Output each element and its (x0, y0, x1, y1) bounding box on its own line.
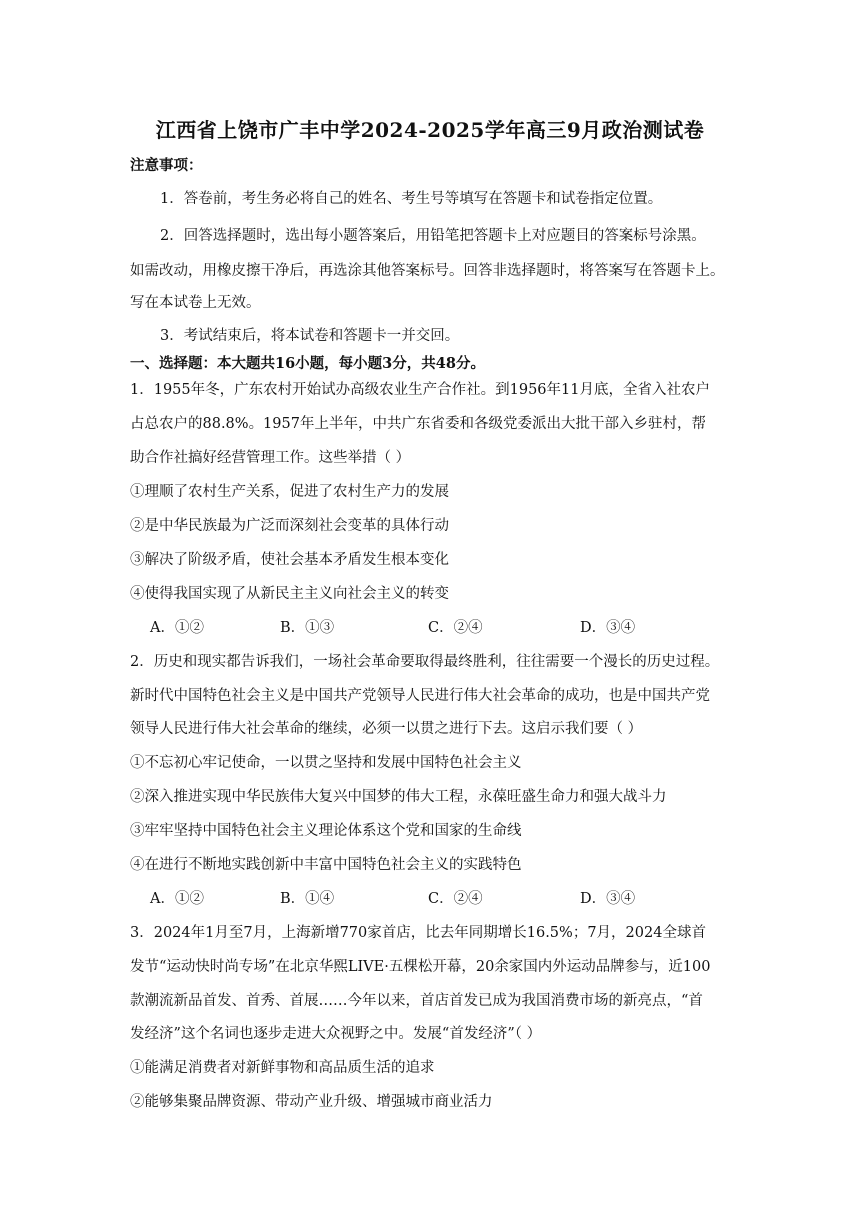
q1-stem-line-3: 助合作社搞好经营管理工作。这些举措（ ） (130, 450, 411, 466)
notice-item-3: 3．考试结束后，将本试卷和答题卡一并交回。 (160, 328, 460, 344)
q3-statement-1: ①能满足消费者对新鲜事物和高品质生活的追求 (130, 1060, 435, 1076)
q2-stem-line-1: 2．历史和现实都告诉我们，一场社会革命要取得最终胜利，往往需要一个漫长的历史过程。 (130, 654, 720, 670)
q3-stem-line-2: 发节“运动快时尚专场”在北京华熙LIVE·五棵松开幕，20余家国内外运动品牌参与，近100 (130, 959, 711, 975)
q1-statement-2: ②是中华民族最为广泛而深刻社会变革的具体行动 (130, 518, 449, 534)
q2-statement-2: ②深入推进实现中华民族伟大复兴中国梦的伟大工程，永葆旺盛生命力和强大战斗力 (130, 789, 667, 805)
q1-statement-1: ①理顺了农村生产关系，促进了农村生产力的发展 (130, 484, 449, 500)
q3-statement-2: ②能够集聚品牌资源、带动产业升级、增强城市商业活力 (130, 1094, 493, 1110)
q3-stem-line-1: 3．2024年1月至7月，上海新增770家首店，比去年同期增长16.5%；7月，2024全球首 (130, 925, 706, 941)
q2-option-c: C．②④ (428, 891, 483, 907)
q1-option-a: A．①② (150, 620, 204, 636)
exam-title: 江西省上饶市广丰中学2024-2025学年高三9月政治测试卷 (155, 118, 705, 142)
q2-statement-3: ③牢牢坚持中国特色社会主义理论体系这个党和国家的生命线 (130, 823, 522, 839)
notice-item-2-line-1: 2．回答选择题时，选出每小题答案后，用铅笔把答题卡上对应题目的答案标号涂黑。 (160, 228, 706, 244)
q2-option-d: D．③④ (580, 891, 636, 907)
q1-statement-4: ④使得我国实现了从新民主主义向社会主义的转变 (130, 586, 449, 602)
q1-stem-line-2: 占总农户的88.8%。1957年上半年，中共广东省委和各级党委派出大批干部入乡驻村，帮 (130, 416, 706, 432)
q2-option-a: A．①② (150, 891, 204, 907)
q1-option-d: D．③④ (580, 620, 636, 636)
q2-stem-line-2: 新时代中国特色社会主义是中国共产党领导人民进行伟大社会革命的成功，也是中国共产党 (130, 688, 710, 704)
q1-option-c: C．②④ (428, 620, 483, 636)
q2-option-b: B．①④ (280, 891, 335, 907)
section-heading: 一、选择题：本大题共16小题，每小题3分，共48分。 (130, 355, 485, 372)
notice-item-2-line-3: 写在本试卷上无效。 (130, 295, 261, 311)
q3-stem-line-4: 发经济”这个名词也逐步走进大众视野之中。发展“首发经济”（ ） (130, 1026, 542, 1042)
q3-stem-line-3: 款潮流新品首发、首秀、首展……今年以来，首店首发已成为我国消费市场的新亮点，“首 (130, 993, 703, 1009)
q1-statement-3: ③解决了阶级矛盾，使社会基本矛盾发生根本变化 (130, 552, 449, 568)
notice-item-1: 1．答卷前，考生务必将自己的姓名、考生号等填写在答题卡和试卷指定位置。 (160, 191, 663, 207)
q2-statement-4: ④在进行不断地实践创新中丰富中国特色社会主义的实践特色 (130, 857, 522, 873)
q2-stem-line-3: 领导人民进行伟大社会革命的继续，必须一以贯之进行下去。这启示我们要（ ） (130, 721, 643, 737)
notice-item-2-line-2: 如需改动，用橡皮擦干净后，再选涂其他答案标号。回答非选择题时，将答案写在答题卡上。 (130, 263, 725, 279)
q2-statement-1: ①不忘初心牢记使命，一以贯之坚持和发展中国特色社会主义 (130, 755, 522, 771)
notice-heading: 注意事项： (130, 157, 203, 174)
q1-option-b: B．①③ (280, 620, 335, 636)
q1-stem-line-1: 1．1955年冬，广东农村开始试办高级农业生产合作社。到1956年11月底，全省入社农户 (130, 382, 710, 398)
